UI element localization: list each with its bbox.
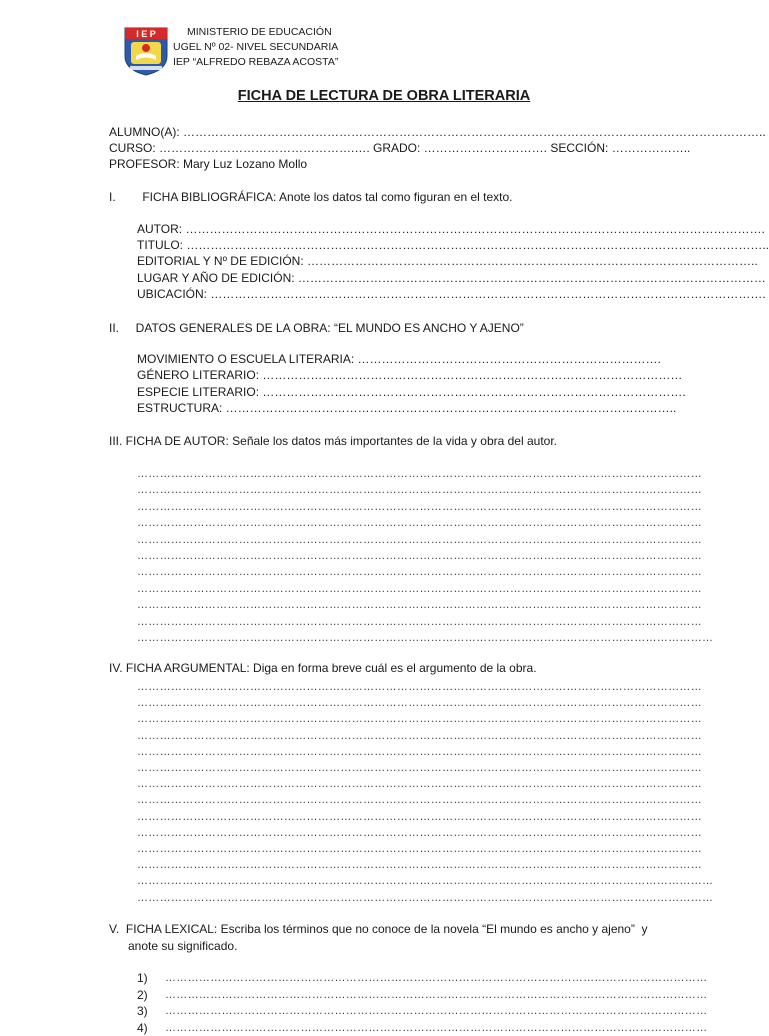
author-answer-line[interactable]: ……………………………………………………………………………………………………………………………………… (137, 632, 714, 644)
argument-answer-line[interactable]: …………………………………………………………………………………………………………………………………… (137, 713, 702, 726)
curso-grado-seccion-field[interactable]: CURSO: ………………………………………….…. GRADO: …………………………. SECCIÓN: ……………….. (109, 141, 691, 155)
school-logo (122, 26, 170, 76)
autor-field[interactable]: AUTOR: ………………………………………………………………………………………………………………………………. (137, 222, 765, 236)
lexical-item-number: 2) (137, 987, 148, 1002)
argument-answer-line[interactable]: …………………………………………………………………………………………………………………………………… (137, 778, 702, 791)
argument-answer-line[interactable]: …………………………………………………………………………………………………………………………………… (137, 745, 702, 758)
author-answer-line[interactable]: …………………………………………………………………………………………………………………………………… (137, 468, 702, 480)
section1-heading: I. FICHA BIBLIOGRÁFICA: Anote los datos tal como figuran en el texto. (109, 190, 513, 204)
argument-answer-line[interactable]: …………………………………………………………………………………………………………………………………… (137, 810, 702, 823)
argument-answer-line[interactable]: …………………………………………………………………………………………………………………………………… (137, 859, 702, 872)
lexical-item-line[interactable]: ……………………………………………………………………………………………………………………………… (165, 988, 708, 1001)
author-answer-line[interactable]: …………………………………………………………………………………………………………………………………… (137, 517, 702, 530)
argument-answer-line[interactable]: …………………………………………………………………………………………………………………………………… (137, 794, 702, 807)
institution-header (173, 25, 338, 70)
lexical-item-line[interactable]: ……………………………………………………………………………………………………………………………… (165, 1021, 708, 1034)
alumno-field[interactable]: ALUMNO(A): ……………………………………………………………………………………………………………………………….. (109, 125, 766, 139)
argument-answer-line[interactable]: …………………………………………………………………………………………………………………………………… (137, 762, 702, 774)
author-answer-line[interactable]: …………………………………………………………………………………………………………………………………… (137, 500, 702, 513)
author-answer-line[interactable]: …………………………………………………………………………………………………………………………………… (137, 599, 702, 612)
author-answer-line[interactable]: …………………………………………………………………………………………………………………………………… (137, 484, 702, 497)
page-title: FICHA DE LECTURA DE OBRA LITERARIA (237, 88, 531, 104)
author-answer-line[interactable]: …………………………………………………………………………………………………………………………………… (137, 566, 702, 579)
section2-heading: II. DATOS GENERALES DE LA OBRA: “EL MUNDO ES ANCHO Y AJENO” (109, 321, 524, 335)
author-answer-line[interactable]: …………………………………………………………………………………………………………………………………… (137, 550, 702, 562)
ubicacion-field[interactable]: UBICACIÓN: …………………………………………………………………………………………………………………………. (137, 287, 766, 301)
section3-heading: III. FICHA DE AUTOR: Señale los datos más importantes de la vida y obra del autor. (109, 434, 557, 448)
section4-heading: IV. FICHA ARGUMENTAL: Diga en forma breve cuál es el argumento de la obra. (109, 661, 537, 675)
profesor-line: PROFESOR: Mary Luz Lozano Mollo (109, 157, 308, 171)
author-answer-line[interactable]: …………………………………………………………………………………………………………………………………… (137, 582, 702, 595)
genero-field[interactable]: GÉNERO LITERARIO: …………………………………………………………………………………………… (137, 368, 683, 382)
author-answer-line[interactable]: …………………………………………………………………………………………………………………………………… (137, 533, 702, 546)
argument-answer-line[interactable]: …………………………………………………………………………………………………………………………………… (137, 843, 702, 855)
logo-letters: I E P (136, 29, 156, 39)
ministry-line: MINISTERIO DE EDUCACIÓN (187, 26, 332, 38)
section5-heading: V. FICHA LEXICAL: Escriba los términos que no conoce de la novela “El mundo es ancho y ajeno” y (109, 922, 648, 936)
author-answer-line[interactable]: …………………………………………………………………………………………………………………………………… (137, 615, 702, 628)
section5-heading-cont: anote su significado. (128, 939, 238, 953)
titulo-field[interactable]: TITULO: ……………………………………………………………………………………………………………………………….. (137, 238, 769, 252)
argument-answer-line[interactable]: …………………………………………………………………………………………………………………………………… (137, 729, 702, 742)
argument-answer-line[interactable]: …………………………………………………………………………………………………………………………………… (137, 681, 702, 693)
argument-answer-line[interactable]: ……………………………………………………………………………………………………………………………………… (137, 891, 714, 904)
lugar-anio-field[interactable]: LUGAR Y AÑO DE EDICIÓN: ……………………………………………………………………………………………………… (137, 271, 766, 285)
lexical-item-number: 1) (137, 971, 148, 985)
lexical-item-line[interactable]: ……………………………………………………………………………………………………………………………… (165, 1005, 708, 1017)
argument-answer-line[interactable]: …………………………………………………………………………………………………………………………………… (137, 697, 702, 710)
editorial-field[interactable]: EDITORIAL Y Nº DE EDICIÓN: ………………………………………………………………………………………………….. (137, 254, 758, 268)
lexical-item-number: 3) (137, 1004, 148, 1018)
especie-field[interactable]: ESPECIE LITERARIO: ……………………………………………………………………………………………. (137, 385, 686, 399)
movimiento-field[interactable]: MOVIMIENTO O ESCUELA LITERARIA: …………………………………………………………………. (137, 352, 661, 366)
ugel-line: UGEL Nº 02- NIVEL SECUNDARIA (173, 41, 339, 53)
school-line: IEP “ALFREDO REBAZA ACOSTA” (173, 56, 339, 68)
lexical-item-line[interactable]: ……………………………………………………………………………………………………………………………… (165, 972, 708, 984)
argument-answer-line[interactable]: ……………………………………………………………………………………………………………………………………… (137, 875, 714, 888)
estructura-field[interactable]: ESTRUCTURA: ………………………………………………………………………………………………….. (137, 401, 677, 415)
lexical-item-number: 4) (137, 1020, 148, 1035)
argument-answer-line[interactable]: …………………………………………………………………………………………………………………………………… (137, 826, 702, 839)
